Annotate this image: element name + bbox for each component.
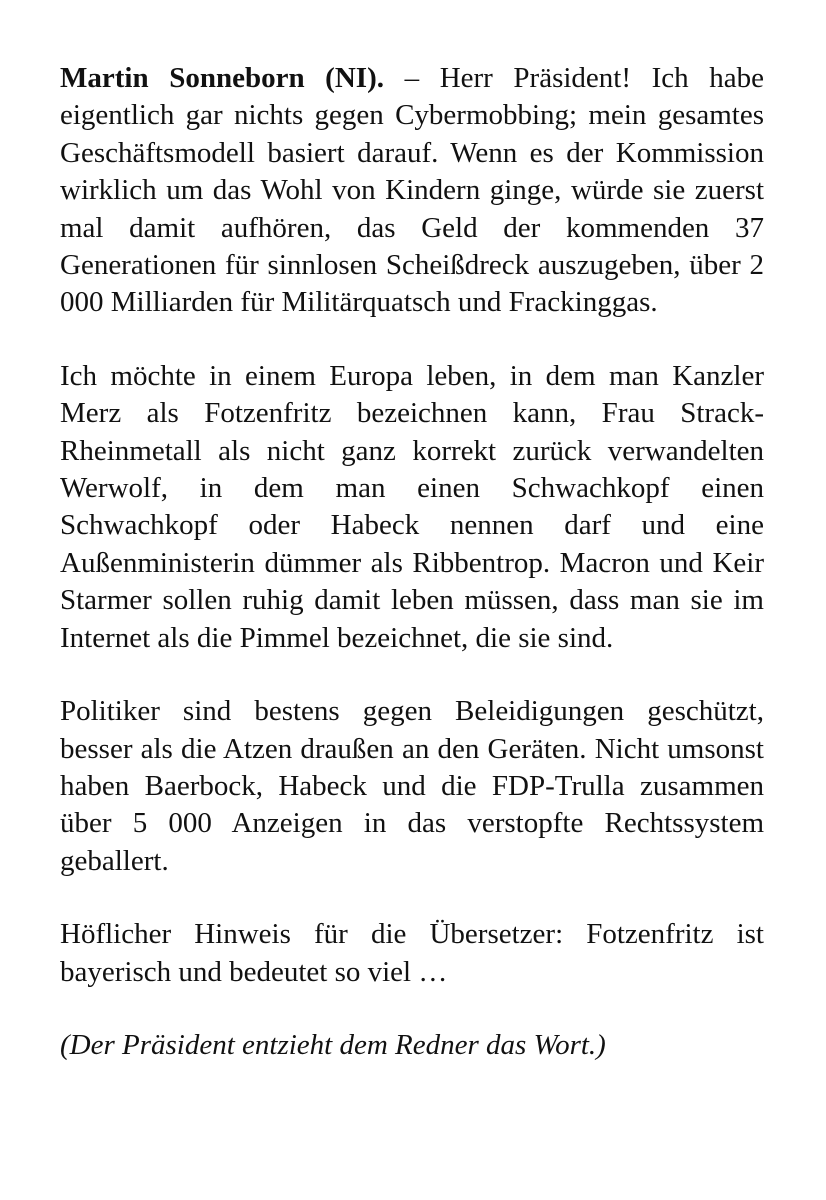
intro-text: – Herr Präsident! Ich habe eigentlich gar nichts gegen Cybermobbing; mein gesamtes Geschäftsmodell basiert darauf. Wenn es der Kommission wirklich um das Wohl von Kindern ginge, würde sie zuerst mal damit aufhören, das Geld der kommenden 37 Generationen für sinnlosen Scheißdreck auszugeben, über 2 000 Milliarden für Militärquatsch und Frackinggas. — [60, 62, 764, 319]
paragraph-4: Höflicher Hinweis für die Übersetzer: Fotzenfritz ist bayerisch und bedeutet so viel … — [60, 918, 764, 988]
speech-document — [60, 60, 764, 1100]
paragraph-intro — [60, 60, 764, 322]
paragraph-3: Politiker sind bestens gegen Beleidigungen geschützt, besser als die Atzen draußen an den Geräten. Nicht umsonst haben Baerbock, Habeck und die FDP-Trulla zusammen über 5 000 Anzeigen in das verstopfte Rechtssystem geballert. — [60, 695, 764, 877]
speaker-name: Martin Sonneborn (NI). — [60, 62, 384, 94]
paragraph-2: Ich möchte in einem Europa leben, in dem man Kanzler Merz als Fotzenfritz bezeichnen kann, Frau Strack-Rheinmetall als nicht ganz korrekt zurück verwandelten Werwolf, in dem man einen Schwachkopf einen Schwachkopf oder Habeck nennen darf und eine Außenministerin dümmer als Ribbentrop. Macron und Keir Starmer sollen ruhig damit leben müssen, dass man sie im Internet als die Pimmel bezeichnet, die sie sind. — [60, 359, 764, 654]
closing-note: (Der Präsident entzieht dem Redner das Wort.) — [60, 1028, 606, 1061]
